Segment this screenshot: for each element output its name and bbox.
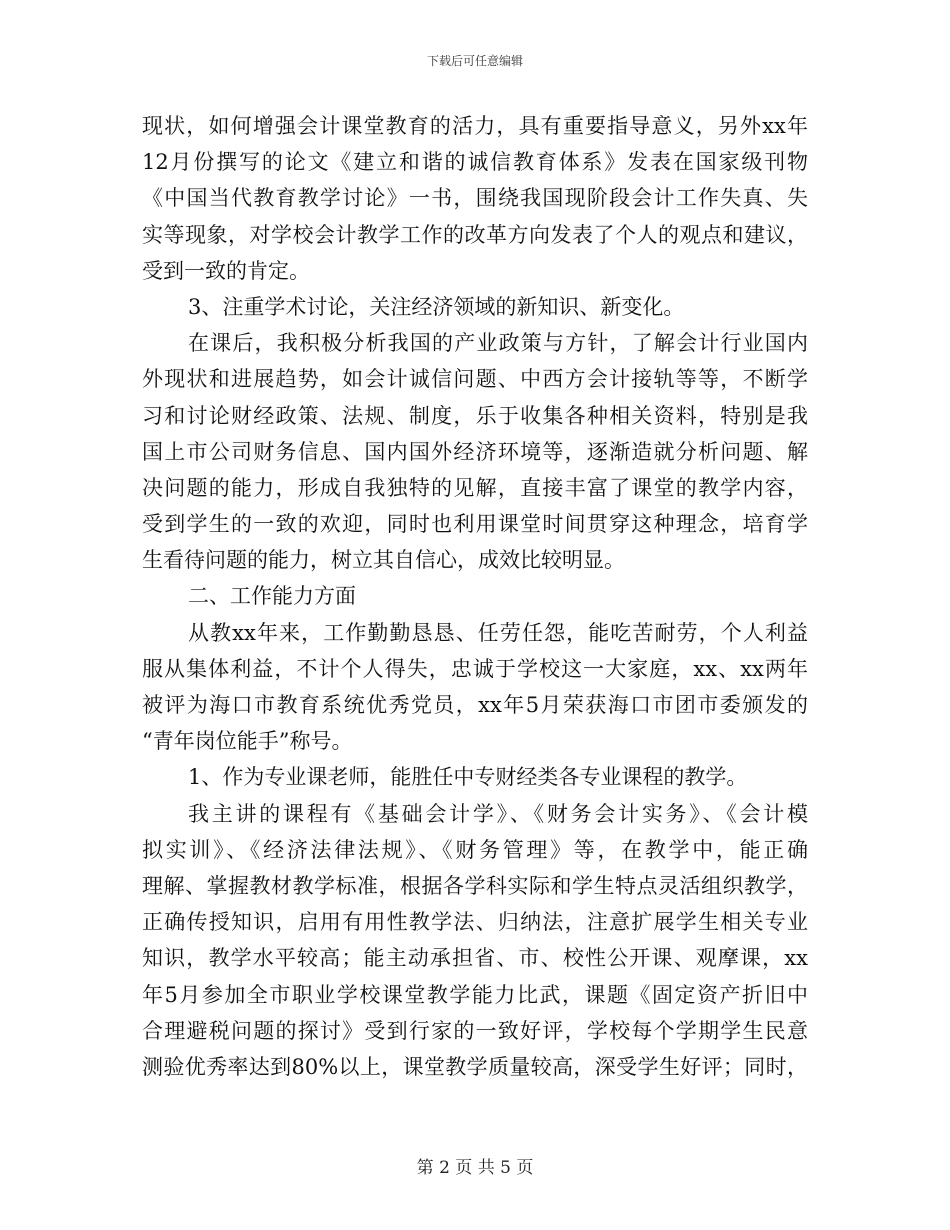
text-line: 受到学生的一致的欢迎，同时也利用课堂时间贯穿这种理念，培育学 xyxy=(142,512,808,537)
text-line: 从教xx年来，工作勤勤恳恳、任劳任怨，能吃苦耐劳，个人利益 xyxy=(188,620,808,645)
text-line: 12月份撰写的论文《建立和谐的诚信教育体系》发表在国家级刊物 xyxy=(142,150,808,175)
text-line: 在课后，我积极分析我国的产业政策与方针，了解会计行业国内 xyxy=(188,331,808,356)
text-line: 理解、掌握教材教学标准，根据各学科实际和学生特点灵活组织教学， xyxy=(142,873,808,898)
text-line: 国上市公司财务信息、国内国外经济环境等，逐渐造就分析问题、解 xyxy=(142,439,808,464)
text-line: 实等现象，对学校会计教学工作的改革方向发表了个人的观点和建议， xyxy=(142,222,808,247)
page-number: 第 2 页 共 5 页 xyxy=(416,1158,534,1178)
text-line: 外现状和进展趋势，如会计诚信问题、中西方会计接轨等等，不断学 xyxy=(142,367,808,392)
text-line: 测验优秀率达到80%以上，课堂教学质量较高，深受学生好评；同时， xyxy=(142,1054,808,1079)
page-header: 下载后可任意编辑 xyxy=(426,54,523,68)
text-line: 《中国当代教育教学讨论》一书，围绕我国现阶段会计工作失真、失 xyxy=(142,186,808,211)
section-heading: 1、作为专业课老师，能胜任中专财经类各专业课程的教学。 xyxy=(188,765,748,790)
text-line: 知识，教学水平较高；能主动承担省、市、校性公开课、观摩课，xx xyxy=(142,946,808,971)
text-line: 拟实训》、《经济法律法规》、《财务管理》等，在教学中，能正确 xyxy=(142,837,808,862)
text-line: 被评为海口市教育系统优秀党员，xx年5月荣获海口市团市委颁发的 xyxy=(142,693,808,717)
text-line: 我主讲的课程有《基础会计学》、《财务会计实务》、《会计模 xyxy=(188,801,808,826)
section-heading: 3、注重学术讨论，关注经济领域的新知识、新变化。 xyxy=(188,294,685,319)
text-line: 合理避税问题的探讨》受到行家的一致好评，学校每个学期学生民意 xyxy=(142,1018,808,1043)
text-line: 决问题的能力，形成自我独特的见解，直接丰富了课堂的教学内容， xyxy=(142,475,808,500)
text-line: 服从集体利益，不计个人得失，忠诚于学校这一大家庭，xx、xx两年 xyxy=(142,656,808,681)
text-line: “青年岗位能手”称号。 xyxy=(142,729,353,754)
text-line: 生看待问题的能力，树立其自信心，成效比较明显。 xyxy=(142,548,625,573)
text-line: 受到一致的肯定。 xyxy=(142,258,310,283)
text-line: 年5月参加全市职业学校课堂教学能力比武，课题《固定资产折旧中 xyxy=(142,982,808,1007)
body-text xyxy=(142,108,808,1085)
text-line: 现状，如何增强会计课堂教育的活力，具有重要指导意义，另外xx年 xyxy=(142,114,808,138)
section-heading: 二、工作能力方面 xyxy=(188,584,356,609)
text-line: 习和讨论财经政策、法规、制度，乐于收集各种相关资料，特别是我 xyxy=(142,403,808,428)
text-line: 正确传授知识，启用有用性教学法、归纳法，注意扩展学生相关专业 xyxy=(142,910,808,935)
